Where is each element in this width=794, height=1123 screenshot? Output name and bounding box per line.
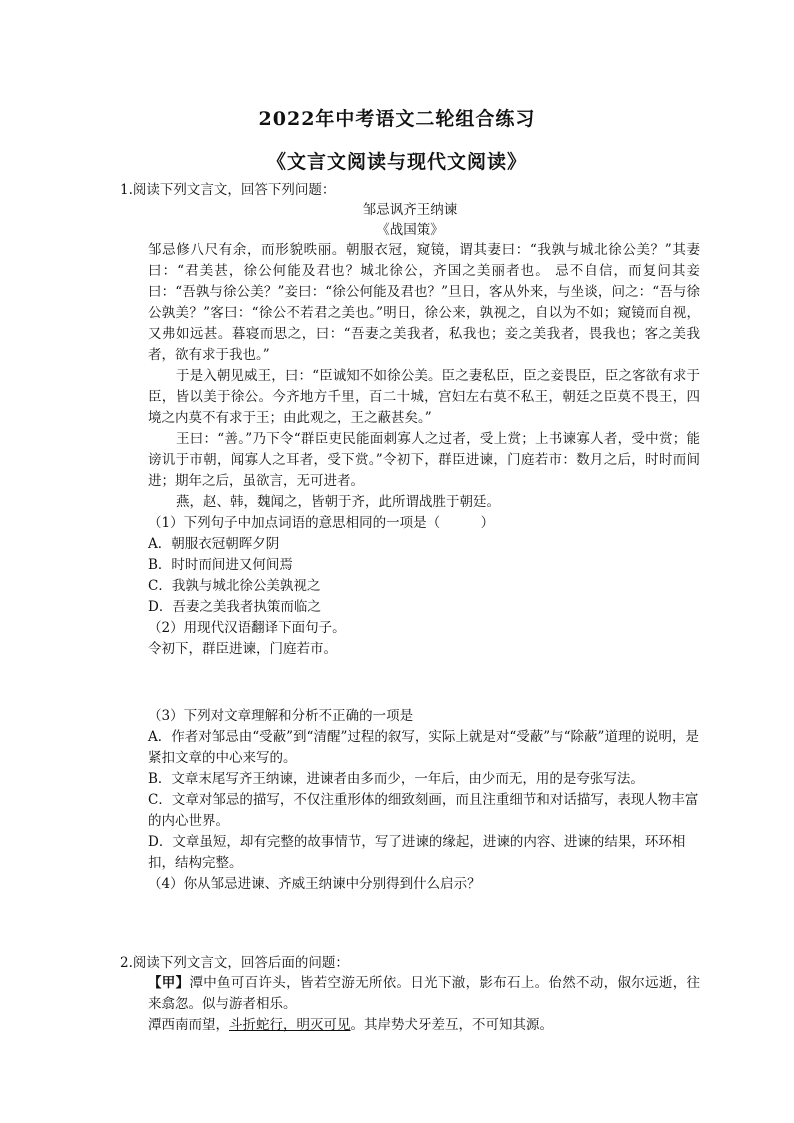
option-b: B．时时而间进又何间焉 xyxy=(148,557,293,573)
passage-text: 潭中鱼可百许头，皆若空游无所依。日光下澈，影布石上。佁然不动，俶尔远逝，往来翕忽。似与游者相乐。 xyxy=(148,975,701,1012)
passage-title: 邹忌讽齐王纳谏 xyxy=(362,202,458,218)
question-2-prompt: 2.阅读下列文言文，回答后面的问题： xyxy=(120,955,349,971)
option-d: D．文章虽短，却有完整的故事情节，写了进谏的缘起，进谏的内容、进谏的结果，环环相扣，结构完整。 xyxy=(148,834,686,871)
answer-space xyxy=(120,895,700,953)
option-c: C．我孰与城北徐公美孰视之 xyxy=(148,578,321,594)
page-subtitle: 《文言文阅读与现代文阅读》 xyxy=(266,151,527,173)
passage-paragraph: 燕，赵、韩，魏闻之，皆朝于齐，此所谓战胜于朝廷。 xyxy=(176,494,500,510)
document-body xyxy=(120,180,700,1036)
answer-space xyxy=(120,660,700,706)
page-title: 2022年中考语文二轮组合练习 xyxy=(258,108,536,130)
subquestion-1: （1）下列句子中加点词语的意思相同的一项是（ ） xyxy=(148,515,495,531)
passage-paragraph: 于是入朝见威王，曰：“臣诚知不如徐公美。臣之妻私臣，臣之妾畏臣，臣之客欲有求于臣，皆以美于徐公。今齐地方千里，百二十城，宫妇左右莫不私王，朝廷之臣莫不畏王，四境之内莫不有求于王；由此观之，王之蔽甚矣。” xyxy=(148,368,700,426)
passage-text: 。其岸势犬牙差互，不可知其源。 xyxy=(350,1017,553,1033)
option-a: A．作者对邹忌由“受蔽”到“清醒”过程的叙写，实际上就是对“受蔽”与“除蔽”道理的说明，是紧扣文章的中心来写的。 xyxy=(148,729,699,766)
passage-source: 《战国策》 xyxy=(376,222,444,238)
passage-paragraph: 王曰：“善。”乃下令“群臣吏民能面刺寡人之过者，受上赏；上书谏寡人者，受中赏；能谤讥于市朝，闻寡人之耳者，受下赏。”令初下，群臣进谏，门庭若市：数月之后，时时而间进；期年之后，虽欲言，无可进者。 xyxy=(148,431,700,489)
passage-tag: 【甲】 xyxy=(148,975,190,991)
option-a: A．朝服衣冠朝晖夕阴 xyxy=(148,536,280,552)
passage-text: 潭西南而望， xyxy=(148,1017,229,1033)
passage-paragraph xyxy=(120,1015,700,1036)
question-1-prompt: 1.阅读下列文言文，回答下列问题： xyxy=(120,182,336,198)
translation-sentence: 令初下，群臣进谏，门庭若市。 xyxy=(148,641,337,657)
option-d: D．吾妻之美我者执策而临之 xyxy=(148,599,321,615)
option-b: B．文章末尾写齐王纳谏，进谏者由多而少，一年后，由少而无，用的是夸张写法。 xyxy=(148,771,644,787)
passage-paragraph: 邹忌修八尺有余，而形貌昳丽。朝服衣冠，窥镜，谓其妻曰：“我孰与城北徐公美？”其妻曰：“君美甚，徐公何能及君也？城北徐公，齐国之美丽者也。 忌不自信，而复问其妾曰：“吾孰与徐公美？”妾曰：“徐公何能及君也？”旦日，客从外来，与坐谈，问之：“吾与徐公孰美？”客曰：“徐公不若君之美也。”明日，徐公来，孰视之，自以为不如；窥镜而自视，又弗如远甚。暮寝而思之，曰：“吾妻之美我者，私我也；妾之美我者，畏我也；客之美我者，欲有求于我也。” xyxy=(148,242,700,363)
subquestion-2: （2）用现代汉语翻译下面句子。 xyxy=(148,620,346,636)
subquestion-4: （4）你从邹忌进谏、齐威王纳谏中分别得到什么启示？ xyxy=(148,876,481,892)
passage-paragraph xyxy=(120,973,700,1015)
underlined-phrase: 斗折蛇行，明灭可见 xyxy=(229,1017,351,1033)
subquestion-3: （3）下列对文章理解和分析不正确的一项是 xyxy=(148,708,414,724)
option-c: C．文章对邹忌的描写，不仅注重形体的细致刻画，而且注重细节和对话描写，表现人物丰富的内心世界。 xyxy=(148,792,699,829)
